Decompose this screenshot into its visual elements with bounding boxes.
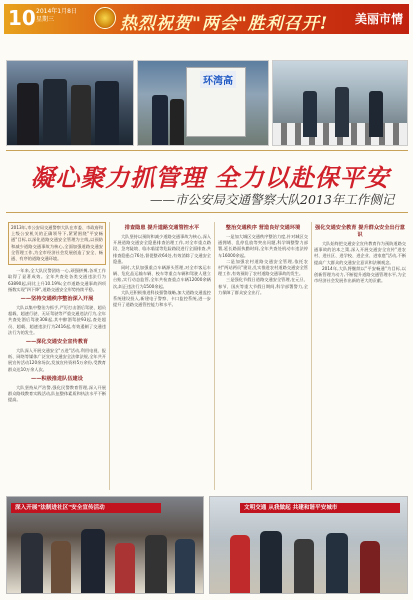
person-figure — [369, 91, 383, 137]
person-figure — [360, 541, 380, 593]
paragraph: 大队以集中整治为抓手,严厉打击酒后驾驶、超员超载、超速行驶、无证驾驶等严重交通违法行为,全年共查处酒后驾驶308起,其中醉酒驾驶93起,查处超员、超载、超速违法行为2416起,有效遏制了交通违法行为的发生。 — [8, 305, 106, 335]
masthead-headline: 热烈祝贺"两会"胜利召开! — [120, 14, 329, 34]
paragraph: 大队始终把交通安全宣传教育作为预防道路交通事故的治本之策,深入开展交通安全宣传"进农村、进社区、进学校、进企业、进家庭"活动,不断提高广大群众的交通安全意识和法制观念。 — [314, 241, 406, 265]
person-figure — [71, 85, 91, 146]
section-heading: 整治交通秩序 营造良好交通环境 — [225, 225, 301, 231]
article-subtitle: ——市公安局交通警察大队2013年工作侧记 — [150, 192, 395, 207]
person-figure — [145, 535, 167, 593]
person-figure — [260, 531, 282, 593]
person-figure — [152, 95, 168, 146]
section-heading: ——深化交通安全宣传教育 — [25, 339, 89, 346]
photo-officers-meeting — [6, 60, 134, 146]
issue-date — [36, 8, 77, 24]
person-figure — [95, 81, 119, 146]
section-name: 美丽市情 — [354, 12, 403, 26]
paragraph: 二是加强农村道路交通安全管理,依托农村"两站两员"建设,扎实推进农村道路交通安全管理工作,有效预防了农村道路交通事故的发生。 — [218, 258, 308, 277]
person-figure — [43, 79, 67, 146]
person-figure — [170, 99, 184, 146]
article-column-3 — [218, 222, 308, 490]
person-figure — [294, 539, 314, 593]
person-figure — [115, 543, 135, 593]
paragraph: 大队坚持以预防和减少道路交通事故为核心,深入开展道路交通安全隐患排查治理工作,对全市重点路段、急弯陡坡、临水临崖等危险路段进行全面排查,共排查隐患点76处,督促整改64处,有效消除了交通安全隐患。 — [113, 234, 211, 264]
masthead — [4, 4, 409, 34]
divider — [6, 212, 408, 213]
column-rule — [311, 222, 312, 490]
bus-destination-sign: 环湾高 — [200, 71, 236, 88]
photo-bus-inspection — [137, 60, 269, 146]
person-figure — [303, 91, 317, 137]
paragraph: 大队还积极推进科技强警战略,加大道路交通监控系统建设投入,新建电子警察、卡口监控系统,进一步提升了道路交通管控能力和水平。 — [113, 289, 211, 308]
person-figure — [335, 87, 349, 137]
photo-crosswalk-patrol — [272, 60, 408, 146]
campaign-banner: 深入开展"法制进社区"安全宣传活动 — [11, 503, 161, 513]
section-heading: 强化交通安全教育 提升群众安全出行意识 — [315, 225, 405, 238]
person-figure — [17, 83, 39, 146]
paragraph: 2014年,大队将继续以"平安畅通"为目标,以创新管理为动力,不断提升道路交通管理水平,为全市经济社会发展作出新的更大的贡献。 — [314, 265, 406, 284]
campaign-banner: 文明交通 从我做起 共建和谐平安城市 — [240, 503, 400, 513]
article-column-4 — [314, 222, 406, 490]
divider — [6, 150, 408, 151]
party-emblem-icon — [94, 7, 116, 29]
paragraph: 三是强化节假日道路交通安全管理,在元旦、春节、国庆等重大节假日期间,科学部署警力,全力保障了群众安全出行。 — [218, 277, 308, 295]
paragraph: 同时,大队加强重点车辆源头管理,对全市客运车辆、危化品运输车辆、校车等重点车辆和驾驶人建立台账,实行动态监管,全年共检查重点车辆12000余辆次,纠正违法行为1500余起。 — [113, 265, 211, 289]
paragraph: 大队深入开展交通安全"五进"活动,利用电视、报纸、网络等媒体广泛宣传交通安全法律法规,全年共开展宣传活动120余场次,发放宣传资料5万余份,受教育群众达10万余人次。 — [8, 348, 106, 372]
person-figure — [175, 539, 195, 593]
paragraph: 一是加大城区交通秩序整治力度,针对城区交通拥堵、乱停乱放等突出问题,科学调整警力部署,延长路面执勤时间,全年共查处机动车违法停车16000余起。 — [218, 234, 308, 258]
article-lead: 2013年,市公安局交通警察大队在市委、市政府和上级公安机关的正确领导下,紧紧围绕"平安畅通"目标,以深化道路交通安全管理为主线,以预防和减少道路交通事故为核心,全面加强道路交通安全管理工作,为全市经济社会发展创造了安全、畅通、有序的道路交通环境。 — [8, 222, 106, 265]
person-figure — [81, 529, 105, 593]
person-figure — [51, 541, 71, 593]
article-title: 凝心聚力抓管理 全力以赴保平安 — [30, 163, 390, 192]
column-rule — [109, 222, 110, 490]
weekday-text: 星期三 — [36, 16, 55, 23]
section-heading: 排查隐患 提升道路交通管控水平 — [124, 225, 200, 231]
page-number: 10 — [8, 6, 36, 30]
section-heading: ——积极推进队伍建设 — [31, 375, 83, 382]
section-heading: ——坚持交通秩序整治深入开展 — [20, 296, 94, 303]
person-figure — [326, 533, 348, 593]
photo-community-campaign — [6, 496, 204, 594]
photo-traffic-education — [209, 496, 408, 594]
person-figure — [230, 535, 250, 593]
column-rule — [214, 222, 215, 490]
paragraph: 大队坚持从严治警,强化民警教育管理,深入开展群众路线教育实践活动,队伍整体素质和执法水平不断提高。 — [8, 384, 106, 403]
article-column-1 — [8, 222, 106, 490]
paragraph: 一年来,全大队民警团结一心,顽强拼搏,各项工作取得了显著成效。全年共查处各类交通违法行为63890起,同比上升10.19%;全市道路交通事故四项指数实现"四下降",道路交通安全形势持续平稳。 — [8, 268, 106, 292]
article-column-2 — [113, 222, 211, 490]
date-text: 2014年1月8日 — [36, 8, 77, 15]
person-figure — [21, 533, 43, 593]
